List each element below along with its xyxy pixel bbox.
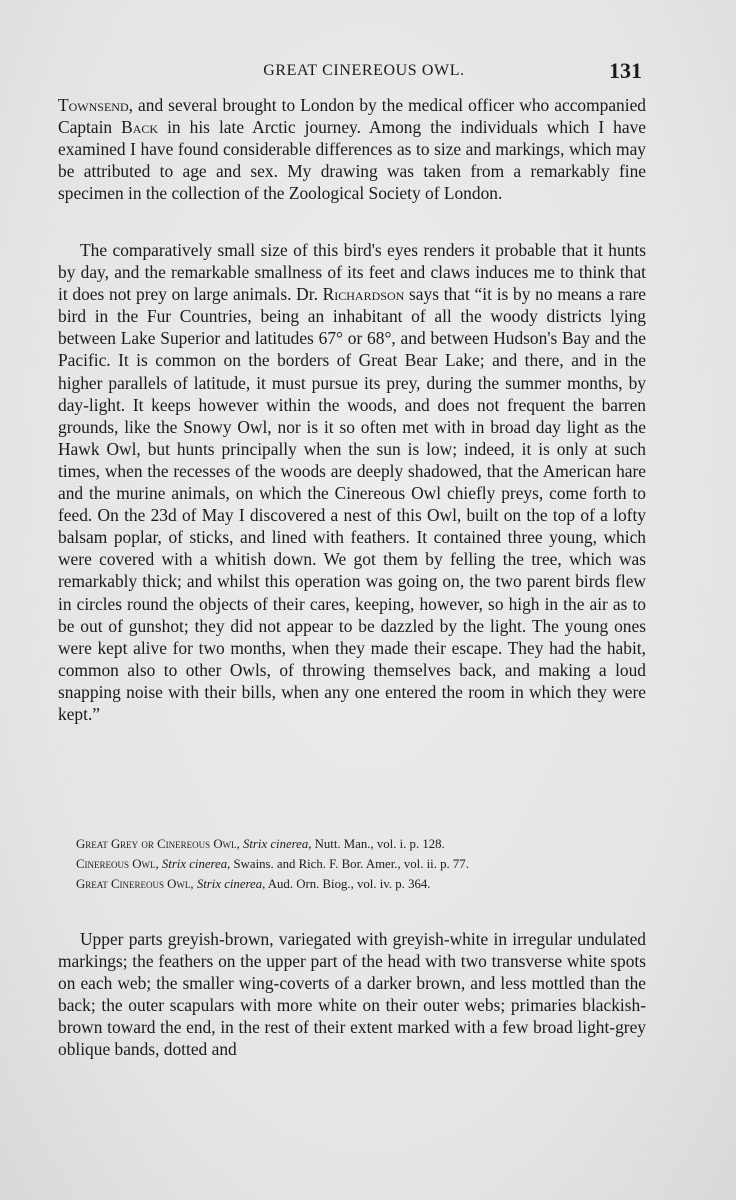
paragraph-text: says that “it is by no means a rare bird in the Fur Countries, being an inhabitant of all the woody districts lying between Lake Superior and latitudes 67° or 68°, and between Hudson's Bay and the Pacific. It is common on the borders of Great Bear Lake; and there, and in the higher parallels of latitude, it must pursue its prey, during the summer months, by day-light. It keeps however within the woods, and does not frequent the barren grounds, like the Snowy Owl, nor is it so often met with in broad day light as the Hawk Owl, but hunts principally when the sun is low; indeed, it is only at such times, when the recesses of the woods are deeply shadowed, that the American hare and the murine animals, on which the Cinereous Owl chiefly preys, come forth to feed. On the 23d of May I discovered a nest of this Owl, built on the top of a lofty balsam poplar, of sticks, and lined with feathers. It contained three young, which were covered with a whitish down. We got them by felling the tree, which was remarkably thick; and whilst this operation was going on, the two parent birds flew in circles round the objects of their cares, keeping, however, so high in the air as to be out of gunshot; they did not appear to be dazzled by the light. The young ones were kept alive for two months, when they made their escape. They had the habit, common also to other Owls, of throwing themselves back, and making a loud snapping noise with their bills, when any one entered the room in which they were kept.” bbox=[58, 284, 646, 724]
paragraph-description: Upper parts greyish-brown, variegated with greyish-white in irregular undulated markings; the feathers on the upper part of the head with two transverse white spots on each web; the smaller wing-coverts of a darker brown, and less mottled than the back; the outer scapulars with more white on their outer webs; primaries blackish-brown toward the end, in the rest of their extent marked with a few broad light-grey oblique bands, dotted and bbox=[58, 929, 646, 1060]
paragraph-continued bbox=[58, 94, 646, 204]
synonym-latin-name: Strix cinerea bbox=[196, 877, 263, 891]
paragraph-quotation bbox=[58, 239, 646, 725]
author-name: Townsend bbox=[58, 95, 129, 115]
synonym-name: Cinereous Owl bbox=[76, 857, 156, 871]
paragraph-text: , and several brought to London by the medical officer who accompanied Captain bbox=[58, 95, 646, 138]
synonym-reference: , Nutt. Man., vol. i. p. 128. bbox=[308, 837, 445, 851]
synonym-entry: Cinereous Owl, Strix cinerea, Swains. and Rich. F. Bor. Amer., vol. ii. p. 77. bbox=[76, 857, 469, 871]
synonym-reference: , Aud. Orn. Biog., vol. iv. p. 364. bbox=[262, 877, 431, 891]
running-head bbox=[86, 58, 642, 88]
synonym-latin-name: Strix cinerea bbox=[242, 837, 309, 851]
synonym-entry: Great Grey or Cinereous Owl, Strix cinerea, Nutt. Man., vol. i. p. 128. bbox=[76, 837, 445, 851]
paragraph-text: The comparatively small size of this bird's eyes renders it probable that it hunts by day, and the remarkable smallness of its feet and claws induces me to think that it does not prey on large animals. Dr. bbox=[58, 240, 646, 305]
synonym-latin-name: Strix cinerea bbox=[161, 857, 228, 871]
synonymy-list bbox=[76, 834, 636, 894]
author-name: Back bbox=[121, 117, 159, 138]
synonym-name: Great Cinereous Owl bbox=[76, 877, 191, 891]
synonym-entry: Great Cinereous Owl, Strix cinerea, Aud. Orn. Biog., vol. iv. p. 364. bbox=[76, 877, 431, 891]
synonym-reference: , Swains. and Rich. F. Bor. Amer., vol. ii. p. 77. bbox=[227, 857, 469, 871]
author-name: Richardson bbox=[322, 284, 405, 305]
page-number: 131 bbox=[609, 58, 642, 83]
running-title: GREAT CINEREOUS OWL. bbox=[263, 62, 465, 79]
synonym-name: Great Grey or Cinereous Owl bbox=[76, 837, 237, 851]
paragraph-text: in his late Arctic journey. Among the individuals which I have examined I have found considerable differences as to size and markings, which may be attributed to age and sex. My drawing was taken from a remarkably fine specimen in the collection of the Zoological Society of London. bbox=[58, 117, 646, 204]
